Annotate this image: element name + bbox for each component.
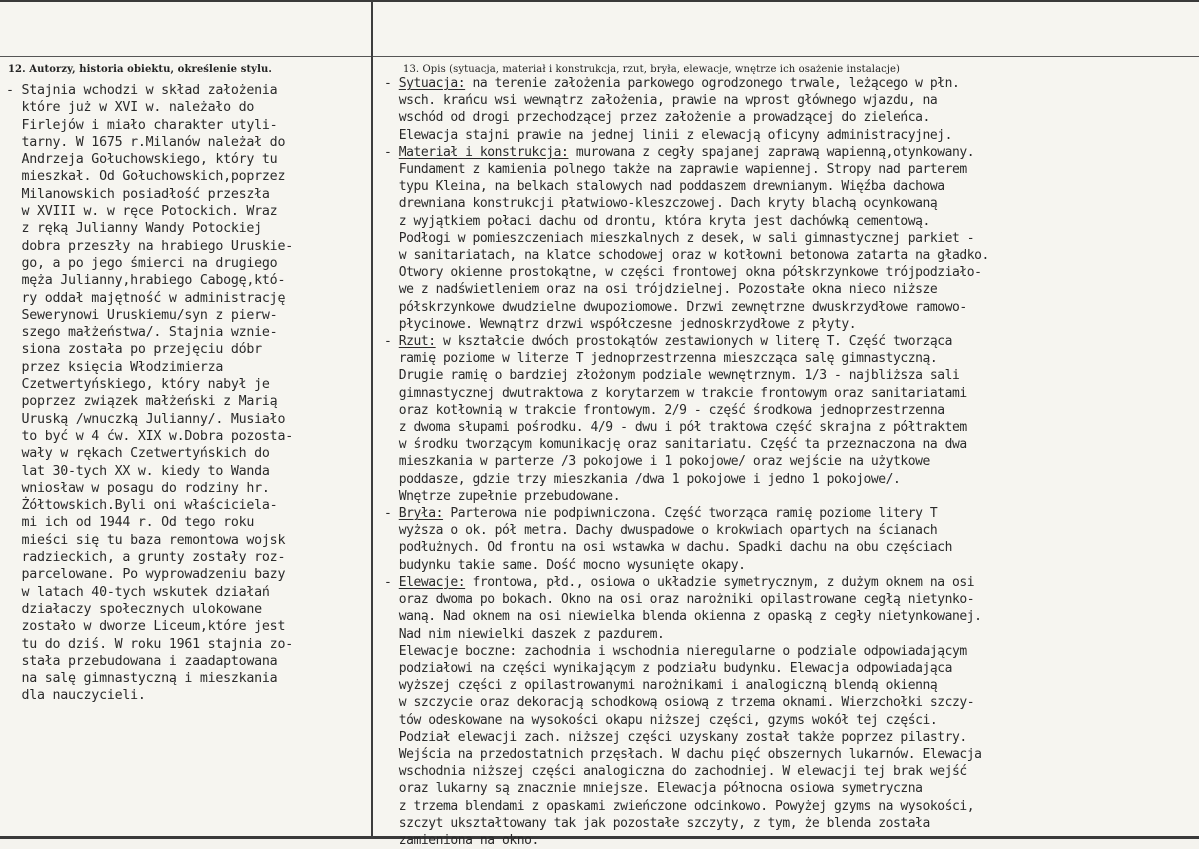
line-text: w kształcie dwóch prostokątów zestawionych w literę T. Część tworząca [435,334,953,350]
line-bullet [384,128,399,143]
line-text: podłużnych. Od frontu na osi wstawka w dachu. Spadki dachu na obu częściach [398,540,953,556]
history-line: zostało w dworze Liceum,które jest [6,619,286,635]
description-line [384,505,1196,522]
description-line [384,591,1196,608]
column-divider [371,0,373,839]
description-line [384,178,1196,195]
description-line [384,161,1196,178]
line-bullet [384,540,399,555]
line-text: półskrzynkowe dwudzielne dwupoziomowe. Drzwi zewnętrzne dwuskrzydłowe ramowo- [398,299,967,315]
line-text: Podłogi w pomieszczeniach mieszkalnych z desek, w sali gimnastycznej parkiet - [398,230,975,246]
section-label: Rzut: [398,334,436,350]
line-bullet [384,695,399,710]
line-text: waną. Nad oknem na osi niewielka blenda okienna z opaską z cegły nietynkowanej. [398,609,982,625]
line-bullet: - [384,506,399,522]
line-bullet [384,196,399,211]
line-text: szczyt ukształtowany tak jak pozostałe szczyty, z tym, że blenda została [398,815,930,831]
line-text: oraz dwoma po bokach. Okno na osi oraz narożniki opilastrowane cegłą nietynko- [398,592,975,608]
history-line: go, a po jego śmierci na drugiego [6,255,278,271]
line-bullet [384,799,399,814]
line-text: Elewacje boczne: zachodnia i wschodnia nieregularne o podziale odpowiadającym [398,643,967,659]
history-line: siona została po przejęciu dóbr [6,342,262,358]
line-text: typu Kleina, na belkach stalowych nad poddaszem drewnianym. Więźba dachowa [398,179,945,195]
line-bullet [384,558,399,573]
description-line [384,281,1196,298]
history-line: Andrzeja Gołuchowskiego, który tu [6,152,278,168]
line-bullet [384,730,399,745]
history-line: które już w XVI w. należało do [6,100,255,116]
line-text: w sanitariatach, na klatce schodowej oraz w kotłowni betonowa zatarta na gładko. [398,248,989,264]
line-text: Nad nim niewielki daszek z pazdurem. [398,626,665,642]
description-line [384,488,1196,505]
section-12-heading: 12. Autorzy, historia obiektu, określenie stylu. [8,64,272,75]
history-line: wały w rękach Czetwertyńskich do [6,446,270,462]
line-bullet [384,816,399,831]
line-bullet [384,248,399,263]
description-line [384,763,1196,780]
history-line: przez księcia Włodzimierza [6,359,224,375]
line-text: wyższej części z opilastrowanymi narożnikami i analogiczną blendą okienną [398,678,938,694]
line-text: w środku tworzącym komunikację oraz sanitariatu. Część ta przeznaczona na dwa [398,437,967,453]
history-line: stała przebudowana i zaadaptowana [6,653,278,669]
description-line [384,798,1196,815]
history-line: tarny. W 1675 r.Milanów należał do [6,134,286,150]
description-line [384,367,1196,384]
line-text: z wyjątkiem połaci dachu od drontu, która kryta jest dachówką cementową. [398,213,930,229]
line-bullet [384,437,399,452]
line-bullet [384,833,399,848]
line-bullet: - [384,334,399,350]
description-line [384,402,1196,419]
description-line [384,729,1196,746]
line-text: oraz kotłownią w trakcie frontowym. 2/9 - część środkowa jednoprzestrzenna [398,402,945,418]
line-text: wyższa o ok. pół metra. Dachy dwuspadowe o krokwiach opartych na ścianach [398,523,938,539]
line-bullet [384,162,399,177]
line-text: Parterowa nie podpiwniczona. Część tworząca ramię poziome litery T [443,506,938,522]
line-bullet [384,661,399,676]
line-text: na terenie założenia parkowego ogrodzonego trwale, leżącego w płn. [465,76,960,91]
description-line [384,626,1196,643]
line-bullet [384,609,399,624]
line-text: z dwoma słupami pośrodku. 4/9 - dwu i pół traktowa część skrajna z półtraktem [398,420,967,436]
description-line [384,780,1196,797]
line-text: frontowa, płd., osiowa o układzie symetrycznym, z dużym oknem na osi [465,574,975,590]
line-text: oraz lukarny są znacznie mniejsze. Elewacja północna osiowa symetryczna [398,781,923,797]
description-line [384,712,1196,729]
history-line: Firlejów i miało charakter utyli- [6,117,278,133]
line-bullet [384,368,399,383]
history-line: poprzez związek małżeński z Marią [6,394,278,410]
line-bullet [384,781,399,796]
description-line [384,144,1196,161]
description-line [384,109,1196,126]
line-bullet [384,627,399,642]
section-label: Materiał i konstrukcja: [398,144,569,160]
description-line [384,385,1196,402]
line-bullet [384,747,399,762]
line-text: płycinowe. Wewnątrz drzwi współczesne jednoskrzydłowe z płyty. [398,316,857,332]
line-text: poddasze, gdzie trzy mieszkania /dwa 1 pokojowe i jedno 1 pokojowe/. [398,471,901,487]
line-text: Drugie ramię o bardziej złożonym podziale wewnętrznym. 1/3 - najbliższa sali [398,368,960,384]
line-text: tów odeskowane na wysokości okapu niższej części, gzyms wokół tej części. [398,712,938,728]
line-bullet [384,265,399,280]
history-line: z ręką Julianny Wandy Potockiej [6,221,262,237]
line-text: we z nadświetleniem oraz na osi trójdzielnej. Pozostałe okna nieco niższe [398,282,938,298]
line-text: Wejścia na przedostatnich przęsłach. W dachu pięć obszernych lukarnów. Elewacja [398,746,982,762]
line-text: wschodnia niższej części analogiczna do zachodniej. W elewacji tej brak wejść [398,764,967,780]
line-bullet: - [384,144,399,160]
history-line: szego małżeństwa/. Stajnia wznie- [6,325,278,341]
history-line: dobra przeszły na hrabiego Uruskie- [6,238,293,254]
section-label: Bryła: [398,506,444,522]
line-bullet [384,523,399,538]
history-line: w latach 40-tych wskutek działań [6,584,270,600]
line-text: Otwory okienne prostokątne, w części frontowej okna półskrzynkowe trójpodziało- [398,265,982,281]
line-text: Podział elewacji zach. niższej części uzyskany został także poprzez pilastry. [398,729,967,745]
description-line [384,264,1196,281]
description-line [384,247,1196,264]
line-bullet [384,93,399,108]
description-line [384,471,1196,488]
history-line: - Stajnia wchodzi w skład założenia [6,83,278,98]
line-bullet [384,110,399,125]
description-line [384,832,1196,849]
line-bullet [384,454,399,469]
description-line [384,746,1196,763]
history-line: to być w 4 ćw. XIX w.Dobra pozosta- [6,428,293,444]
history-line: lat 30-tych XX w. kiedy to Wanda [6,463,270,479]
line-text: murowana z cegły spajanej zaprawą wapienną,otynkowany. [568,144,975,160]
description-line [384,75,1196,92]
line-text: gimnastycznej dwutraktowa z korytarzem w trakcie frontowym oraz sanitariatami [398,385,967,401]
history-line: mieszkał. Od Gołuchowskich,poprzez [6,169,286,185]
line-text: mieszkania w parterze /3 pokojowe i 1 pokojowe/ oraz wejście na użytkowe [398,454,930,470]
top-border [0,0,1199,2]
line-text: wsch. krańcu wsi wewnątrz założenia, prawie na wprost głównego wjazdu, na [398,93,938,109]
description-line [384,213,1196,230]
description-line [384,453,1196,470]
description-line [384,195,1196,212]
line-bullet: - [384,574,399,590]
description-line [384,815,1196,832]
line-bullet: - [384,76,399,91]
description-line [384,350,1196,367]
line-text: wschód od drogi przechodzącej przez założenie a prowadzącej do zieleńca. [398,110,930,126]
history-line: na salę gimnastyczną i mieszkania [6,671,278,687]
line-text: zamieniona na okno. [398,832,539,848]
history-line: mieści się tu baza remontowa wojsk [6,532,286,548]
description-line [384,677,1196,694]
description-line [384,127,1196,144]
description-line [384,660,1196,677]
description-line [384,522,1196,539]
line-bullet [384,300,399,315]
line-bullet [384,403,399,418]
line-text: Fundament z kamienia polnego także na zaprawie wapiennej. Stropy nad parterem [398,162,967,178]
line-text: Elewacja stajni prawie na jednej linii z elewacją oficyny administracyjnej. [398,127,953,143]
description-line [384,608,1196,625]
line-bullet [384,472,399,487]
history-line: działaczy społecznych ulokowane [6,601,262,617]
description-line [384,299,1196,316]
line-bullet [384,420,399,435]
section-label: Elewacje: [398,574,466,590]
line-bullet [384,351,399,366]
line-bullet [384,678,399,693]
line-text: podziałowi na części wynikającym z podziału budynku. Elewacja odpowiadająca [398,660,953,676]
history-line: Milanowskich posiadłość przeszła [6,186,270,202]
line-text: w szczycie oraz dekoracją schodkową osiową z trzema oknami. Wierzchołki szczy- [398,695,975,711]
line-bullet [384,179,399,194]
history-text-column [6,82,368,705]
line-bullet [384,317,399,332]
header-rule [0,56,1199,57]
line-bullet [384,713,399,728]
description-line [384,419,1196,436]
line-bullet [384,231,399,246]
description-line [384,574,1196,591]
history-line: parcelowane. Po wyprowadzeniu bazy [6,567,286,583]
line-text: drewniana konstrukcji płatwiowo-kleszczowej. Dach kryty blachą ocynkowaną [398,196,938,212]
description-line [384,436,1196,453]
description-line [384,316,1196,333]
line-text: Wnętrze zupełnie przebudowane. [398,488,621,504]
description-line [384,643,1196,660]
line-text: ramię poziome w literze T jednoprzestrzenna mieszcząca salę gimnastyczną. [398,351,938,367]
description-line [384,557,1196,574]
line-bullet [384,592,399,607]
history-line: męża Julianny,hrabiego Cabogę,któ- [6,273,286,289]
history-line: w XVIII w. w ręce Potockich. Wraz [6,204,278,220]
line-text: z trzema blendami z opaskami zwieńczone odcinkowo. Powyżej gzyms na wysokości, [398,798,975,814]
history-line: tu do dziś. W roku 1961 stajnia zo- [6,636,293,652]
description-line [384,230,1196,247]
description-line [384,92,1196,109]
history-line: wniosław w posagu do rodziny hr. [6,480,270,496]
line-bullet [384,282,399,297]
line-bullet [384,764,399,779]
history-line: mi ich od 1944 r. Od tego roku [6,515,255,531]
line-bullet [384,214,399,229]
history-line: Czetwertyńskiego, który nabył je [6,377,270,393]
line-text: budynku takie same. Dość mocno wysunięte okapy. [398,557,746,573]
history-line: radzieckich, a grunty zostały roz- [6,550,286,566]
description-line [384,694,1196,711]
line-bullet [384,489,399,504]
history-line: ry oddał majętność w administrację [6,290,286,306]
section-13-heading: 13. Opis (sytuacja, materiał i konstrukcja, rzut, bryła, elewacje, wnętrze ich osażenie instalacje) [403,64,901,75]
history-line: Żółtowskich.Byli oni właściciela- [6,498,278,514]
history-line: Uruską /wnuczką Julianny/. Musiało [6,411,286,427]
line-bullet [384,386,399,401]
section-label: Sytuacja: [398,76,466,91]
description-line [384,539,1196,556]
history-line: dla nauczycieli. [6,688,146,704]
history-line: Sewerynowi Uruskiemu/syn z pierw- [6,307,278,323]
description-text-column [384,75,1196,849]
line-bullet [384,644,399,659]
description-line [384,333,1196,350]
